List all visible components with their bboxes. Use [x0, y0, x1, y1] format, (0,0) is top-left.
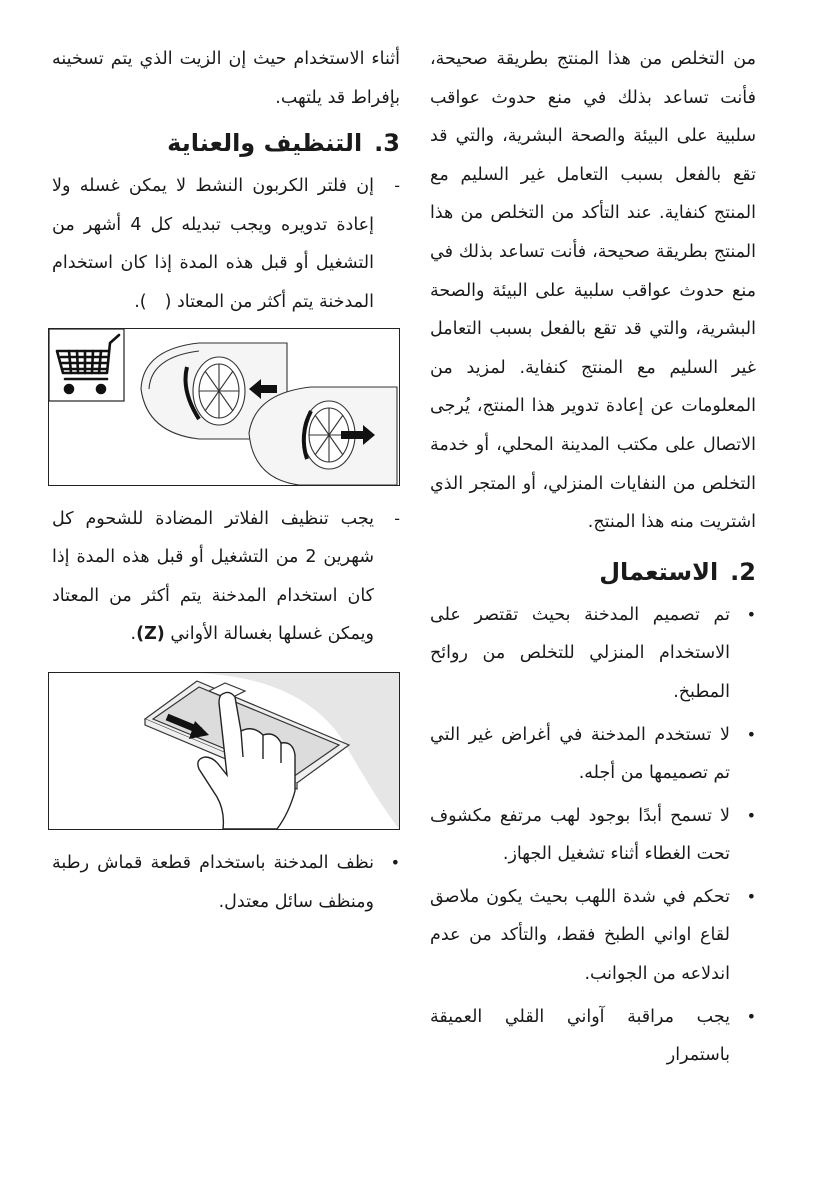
section-3-title: التنظيف والعناية [167, 129, 363, 158]
cleaning-item [52, 844, 400, 921]
disposal-paragraph: من التخلص من هذا المنتج بطريقة صحيحة، فأنت تساعد بذلك في منع حدوث عواقب سلبية على البيئة والصحة البشرية، والتي قد تقع بالفعل بسبب التعامل غير السليم مع المنتج كنفاية. عند التأكد من التخلص من هذا المنتج بطريقة صحيحة، فأنت تساعد بذلك في منع حدوث عواقب سلبية على البيئة والصحة البشرية، والتي قد تقع بالفعل بسبب التعامل غير السليم مع المنتج كنفاية. لمزيد من المعلومات عن إعادة تدوير هذا المنتج، يُرجى الاتصال على مكتب المدينة المحلي، أو خدمة التخلص من النفايات المنزلي، أو المتجر الذي اشتريت منه هذا المنتج. [430, 49, 756, 533]
cleaning-text: نظف المدخنة باستخدام قطعة قماش رطبة ومنظف سائل معتدل. [52, 852, 374, 912]
section-2-title: الاستعمال [599, 557, 719, 586]
left-column [52, 40, 400, 921]
section-3-heading [52, 123, 400, 163]
right-column [430, 40, 756, 1075]
filter-unit-2 [249, 387, 397, 485]
carbon-filter-illustration [49, 329, 399, 485]
bullet-marker: • [746, 1006, 756, 1026]
usage-item-5-text: يجب مراقبة آواني القلي العميقة باستمرار [430, 1006, 730, 1066]
bullet-marker: • [390, 852, 400, 872]
section-2-heading [430, 552, 756, 592]
usage-item-1 [430, 596, 756, 712]
bullet-marker: • [746, 724, 756, 744]
usage-item-4 [430, 878, 756, 994]
carbon-filter-item [52, 167, 400, 321]
dash-marker: - [394, 508, 400, 528]
section-3-number: 3. [374, 129, 400, 158]
grease-filter-item [52, 500, 400, 654]
carbon-filter-figure [48, 328, 400, 486]
usage-item-2 [430, 716, 756, 793]
bullet-marker: • [746, 805, 756, 825]
dishwasher-code: (Z) [136, 624, 165, 645]
carbon-filter-text: إن فلتر الكربون النشط لا يمكن غسله ولا إعادة تدويره ويجب تبديله كل 4 أشهر من التشغيل أو قبل هذه المدة إذا كان استخدام المدخنة يتم أكثر من المعتاد ( [52, 176, 374, 312]
bullet-marker: • [746, 604, 756, 624]
continuation-paragraph: أثناء الاستخدام حيث إن الزيت الذي يتم تسخينه بإفراط قد يلتهب. [52, 49, 400, 108]
usage-item-3-text: لا تسمح أبدًا بوجود لهب مرتفع مكشوف تحت الغطاء أثناء تشغيل الجهاز. [430, 805, 730, 865]
usage-item-4-text: تحكم في شدة اللهب بحيث يكون ملاصق لقاع اواني الطبخ فقط، والتأكد من عدم اندلاعه من الجوانب. [430, 886, 730, 985]
dash-marker: - [394, 176, 400, 196]
grease-filter-figure [48, 672, 400, 830]
usage-item-1-text: تم تصميم المدخنة بحيث تقتصر على الاستخدام المنزلي للتخلص من روائح المطبخ. [430, 604, 730, 702]
grease-filter-illustration [49, 673, 399, 829]
usage-item-5 [430, 998, 756, 1075]
usage-item-2-text: لا تستخدم المدخنة في أغراض غير التي تم تصميمها من أجله. [430, 724, 730, 784]
carbon-filter-text-end: ). [134, 291, 147, 312]
grease-filter-text-end: . [130, 624, 137, 645]
grease-filter-text: يجب تنظيف الفلاتر المضادة للشحوم كل شهرين 2 من التشغيل أو قبل هذه المدة إذا كان استخدام المدخنة يتم أكثر من المعتاد ويمكن غسلها بغسالة الأواني [52, 508, 374, 645]
bullet-marker: • [746, 886, 756, 906]
section-2-number: 2. [730, 557, 756, 586]
usage-item-3 [430, 797, 756, 874]
